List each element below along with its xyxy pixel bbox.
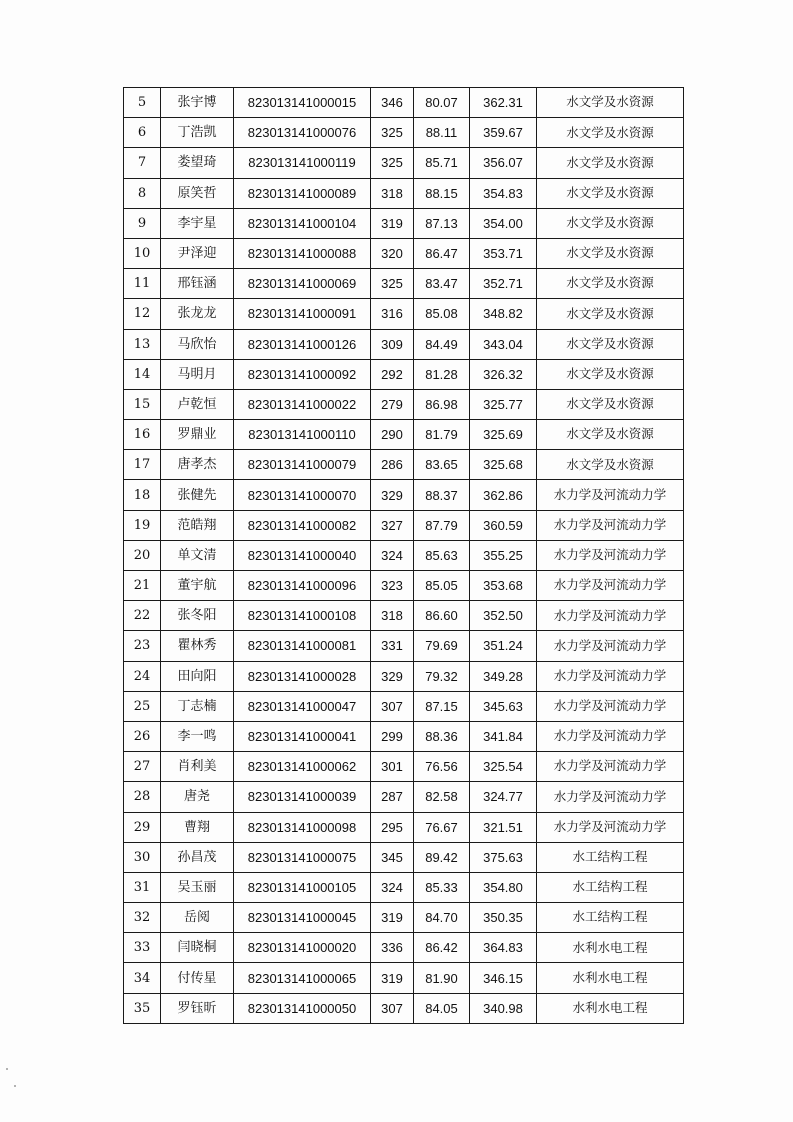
table-row bbox=[124, 238, 684, 268]
exam-number-cell: 823013141000065 bbox=[234, 963, 371, 993]
retest-score-cell: 86.42 bbox=[414, 933, 470, 963]
row-number-cell: 26 bbox=[124, 721, 161, 751]
row-number-cell: 13 bbox=[124, 329, 161, 359]
table-row bbox=[124, 691, 684, 721]
total-score-cell: 350.35 bbox=[470, 903, 537, 933]
table-row bbox=[124, 752, 684, 782]
exam-number-cell: 823013141000096 bbox=[234, 571, 371, 601]
initial-score-cell: 329 bbox=[371, 661, 414, 691]
total-score-cell: 354.00 bbox=[470, 208, 537, 238]
table-row bbox=[124, 480, 684, 510]
candidate-name-cell: 肖利美 bbox=[161, 752, 234, 782]
table-row bbox=[124, 872, 684, 902]
total-score-cell: 359.67 bbox=[470, 118, 537, 148]
initial-score-cell: 325 bbox=[371, 269, 414, 299]
candidate-name-cell: 尹泽迎 bbox=[161, 238, 234, 268]
row-number-cell: 11 bbox=[124, 269, 161, 299]
candidate-name-cell: 单文清 bbox=[161, 540, 234, 570]
candidate-name-cell: 罗钰昕 bbox=[161, 993, 234, 1023]
initial-score-cell: 320 bbox=[371, 238, 414, 268]
total-score-cell: 343.04 bbox=[470, 329, 537, 359]
exam-number-cell: 823013141000050 bbox=[234, 993, 371, 1023]
retest-score-cell: 85.08 bbox=[414, 299, 470, 329]
row-number-cell: 12 bbox=[124, 299, 161, 329]
row-number-cell: 20 bbox=[124, 540, 161, 570]
initial-score-cell: 307 bbox=[371, 691, 414, 721]
major-name-cell: 水文学及水资源 bbox=[537, 178, 684, 208]
exam-number-cell: 823013141000047 bbox=[234, 691, 371, 721]
table-row bbox=[124, 571, 684, 601]
scan-artifact bbox=[6, 1068, 8, 1070]
row-number-cell: 21 bbox=[124, 571, 161, 601]
initial-score-cell: 290 bbox=[371, 420, 414, 450]
candidate-name-cell: 曹翔 bbox=[161, 812, 234, 842]
initial-score-cell: 346 bbox=[371, 88, 414, 118]
row-number-cell: 31 bbox=[124, 872, 161, 902]
row-number-cell: 30 bbox=[124, 842, 161, 872]
exam-number-cell: 823013141000105 bbox=[234, 872, 371, 902]
candidate-name-cell: 马欣怡 bbox=[161, 329, 234, 359]
row-number-cell: 34 bbox=[124, 963, 161, 993]
major-name-cell: 水力学及河流动力学 bbox=[537, 782, 684, 812]
total-score-cell: 348.82 bbox=[470, 299, 537, 329]
total-score-cell: 340.98 bbox=[470, 993, 537, 1023]
initial-score-cell: 309 bbox=[371, 329, 414, 359]
candidate-name-cell: 张宇博 bbox=[161, 88, 234, 118]
retest-score-cell: 86.98 bbox=[414, 389, 470, 419]
table-row bbox=[124, 359, 684, 389]
initial-score-cell: 329 bbox=[371, 480, 414, 510]
row-number-cell: 33 bbox=[124, 933, 161, 963]
table-row bbox=[124, 178, 684, 208]
retest-score-cell: 83.47 bbox=[414, 269, 470, 299]
table-row bbox=[124, 631, 684, 661]
total-score-cell: 375.63 bbox=[470, 842, 537, 872]
retest-score-cell: 76.67 bbox=[414, 812, 470, 842]
total-score-cell: 354.83 bbox=[470, 178, 537, 208]
candidate-name-cell: 瞿林秀 bbox=[161, 631, 234, 661]
row-number-cell: 35 bbox=[124, 993, 161, 1023]
major-name-cell: 水文学及水资源 bbox=[537, 88, 684, 118]
initial-score-cell: 292 bbox=[371, 359, 414, 389]
exam-number-cell: 823013141000079 bbox=[234, 450, 371, 480]
major-name-cell: 水力学及河流动力学 bbox=[537, 631, 684, 661]
initial-score-cell: 324 bbox=[371, 540, 414, 570]
retest-score-cell: 80.07 bbox=[414, 88, 470, 118]
table-row bbox=[124, 329, 684, 359]
major-name-cell: 水文学及水资源 bbox=[537, 420, 684, 450]
candidate-name-cell: 范皓翔 bbox=[161, 510, 234, 540]
exam-number-cell: 823013141000015 bbox=[234, 88, 371, 118]
retest-score-cell: 89.42 bbox=[414, 842, 470, 872]
exam-number-cell: 823013141000039 bbox=[234, 782, 371, 812]
row-number-cell: 32 bbox=[124, 903, 161, 933]
major-name-cell: 水力学及河流动力学 bbox=[537, 812, 684, 842]
table-row bbox=[124, 88, 684, 118]
total-score-cell: 324.77 bbox=[470, 782, 537, 812]
total-score-cell: 360.59 bbox=[470, 510, 537, 540]
exam-number-cell: 823013141000040 bbox=[234, 540, 371, 570]
total-score-cell: 325.68 bbox=[470, 450, 537, 480]
initial-score-cell: 319 bbox=[371, 963, 414, 993]
table-row bbox=[124, 812, 684, 842]
candidate-name-cell: 邢钰涵 bbox=[161, 269, 234, 299]
candidate-name-cell: 张冬阳 bbox=[161, 601, 234, 631]
table-row bbox=[124, 208, 684, 238]
table-row bbox=[124, 993, 684, 1023]
candidate-name-cell: 娄望琦 bbox=[161, 148, 234, 178]
major-name-cell: 水文学及水资源 bbox=[537, 450, 684, 480]
table-row bbox=[124, 269, 684, 299]
candidate-name-cell: 田向阳 bbox=[161, 661, 234, 691]
row-number-cell: 5 bbox=[124, 88, 161, 118]
retest-score-cell: 84.70 bbox=[414, 903, 470, 933]
major-name-cell: 水利水电工程 bbox=[537, 993, 684, 1023]
candidate-name-cell: 孙昌茂 bbox=[161, 842, 234, 872]
total-score-cell: 362.31 bbox=[470, 88, 537, 118]
retest-score-cell: 86.60 bbox=[414, 601, 470, 631]
retest-score-cell: 85.71 bbox=[414, 148, 470, 178]
retest-score-cell: 88.11 bbox=[414, 118, 470, 148]
table-row bbox=[124, 842, 684, 872]
row-number-cell: 22 bbox=[124, 601, 161, 631]
row-number-cell: 25 bbox=[124, 691, 161, 721]
initial-score-cell: 299 bbox=[371, 721, 414, 751]
row-number-cell: 29 bbox=[124, 812, 161, 842]
row-number-cell: 23 bbox=[124, 631, 161, 661]
major-name-cell: 水力学及河流动力学 bbox=[537, 601, 684, 631]
table-row bbox=[124, 148, 684, 178]
exam-number-cell: 823013141000119 bbox=[234, 148, 371, 178]
exam-number-cell: 823013141000076 bbox=[234, 118, 371, 148]
exam-number-cell: 823013141000041 bbox=[234, 721, 371, 751]
table-row bbox=[124, 933, 684, 963]
major-name-cell: 水力学及河流动力学 bbox=[537, 721, 684, 751]
total-score-cell: 325.69 bbox=[470, 420, 537, 450]
row-number-cell: 19 bbox=[124, 510, 161, 540]
exam-number-cell: 823013141000126 bbox=[234, 329, 371, 359]
exam-number-cell: 823013141000081 bbox=[234, 631, 371, 661]
retest-score-cell: 88.36 bbox=[414, 721, 470, 751]
scan-artifact bbox=[14, 1085, 16, 1087]
total-score-cell: 352.71 bbox=[470, 269, 537, 299]
retest-score-cell: 87.13 bbox=[414, 208, 470, 238]
total-score-cell: 364.83 bbox=[470, 933, 537, 963]
row-number-cell: 8 bbox=[124, 178, 161, 208]
major-name-cell: 水力学及河流动力学 bbox=[537, 480, 684, 510]
initial-score-cell: 318 bbox=[371, 601, 414, 631]
total-score-cell: 351.24 bbox=[470, 631, 537, 661]
table-row bbox=[124, 118, 684, 148]
total-score-cell: 325.54 bbox=[470, 752, 537, 782]
major-name-cell: 水文学及水资源 bbox=[537, 359, 684, 389]
major-name-cell: 水力学及河流动力学 bbox=[537, 661, 684, 691]
exam-number-cell: 823013141000082 bbox=[234, 510, 371, 540]
candidate-name-cell: 张健先 bbox=[161, 480, 234, 510]
initial-score-cell: 307 bbox=[371, 993, 414, 1023]
initial-score-cell: 327 bbox=[371, 510, 414, 540]
major-name-cell: 水力学及河流动力学 bbox=[537, 752, 684, 782]
candidate-name-cell: 原笑哲 bbox=[161, 178, 234, 208]
retest-score-cell: 82.58 bbox=[414, 782, 470, 812]
exam-number-cell: 823013141000092 bbox=[234, 359, 371, 389]
exam-number-cell: 823013141000098 bbox=[234, 812, 371, 842]
candidate-name-cell: 罗鼎业 bbox=[161, 420, 234, 450]
exam-number-cell: 823013141000069 bbox=[234, 269, 371, 299]
table-body bbox=[124, 88, 684, 1024]
initial-score-cell: 325 bbox=[371, 148, 414, 178]
table-row bbox=[124, 661, 684, 691]
major-name-cell: 水文学及水资源 bbox=[537, 118, 684, 148]
initial-score-cell: 301 bbox=[371, 752, 414, 782]
major-name-cell: 水文学及水资源 bbox=[537, 389, 684, 419]
initial-score-cell: 325 bbox=[371, 118, 414, 148]
row-number-cell: 15 bbox=[124, 389, 161, 419]
initial-score-cell: 295 bbox=[371, 812, 414, 842]
retest-score-cell: 87.15 bbox=[414, 691, 470, 721]
table-row bbox=[124, 601, 684, 631]
retest-score-cell: 81.90 bbox=[414, 963, 470, 993]
initial-score-cell: 345 bbox=[371, 842, 414, 872]
total-score-cell: 349.28 bbox=[470, 661, 537, 691]
candidate-name-cell: 付传星 bbox=[161, 963, 234, 993]
exam-number-cell: 823013141000088 bbox=[234, 238, 371, 268]
candidate-name-cell: 丁浩凯 bbox=[161, 118, 234, 148]
major-name-cell: 水力学及河流动力学 bbox=[537, 571, 684, 601]
total-score-cell: 341.84 bbox=[470, 721, 537, 751]
table-row bbox=[124, 782, 684, 812]
candidate-name-cell: 董宇航 bbox=[161, 571, 234, 601]
major-name-cell: 水利水电工程 bbox=[537, 933, 684, 963]
exam-number-cell: 823013141000104 bbox=[234, 208, 371, 238]
total-score-cell: 325.77 bbox=[470, 389, 537, 419]
initial-score-cell: 279 bbox=[371, 389, 414, 419]
retest-score-cell: 86.47 bbox=[414, 238, 470, 268]
initial-score-cell: 286 bbox=[371, 450, 414, 480]
major-name-cell: 水工结构工程 bbox=[537, 842, 684, 872]
total-score-cell: 346.15 bbox=[470, 963, 537, 993]
initial-score-cell: 318 bbox=[371, 178, 414, 208]
retest-score-cell: 85.33 bbox=[414, 872, 470, 902]
initial-score-cell: 331 bbox=[371, 631, 414, 661]
table-row bbox=[124, 389, 684, 419]
major-name-cell: 水力学及河流动力学 bbox=[537, 691, 684, 721]
retest-score-cell: 85.63 bbox=[414, 540, 470, 570]
initial-score-cell: 316 bbox=[371, 299, 414, 329]
exam-number-cell: 823013141000022 bbox=[234, 389, 371, 419]
retest-score-cell: 83.65 bbox=[414, 450, 470, 480]
retest-score-cell: 79.32 bbox=[414, 661, 470, 691]
row-number-cell: 6 bbox=[124, 118, 161, 148]
major-name-cell: 水工结构工程 bbox=[537, 903, 684, 933]
total-score-cell: 355.25 bbox=[470, 540, 537, 570]
initial-score-cell: 319 bbox=[371, 903, 414, 933]
exam-number-cell: 823013141000062 bbox=[234, 752, 371, 782]
candidate-name-cell: 张龙龙 bbox=[161, 299, 234, 329]
major-name-cell: 水文学及水资源 bbox=[537, 329, 684, 359]
table-row bbox=[124, 903, 684, 933]
initial-score-cell: 324 bbox=[371, 872, 414, 902]
retest-score-cell: 76.56 bbox=[414, 752, 470, 782]
table-row bbox=[124, 420, 684, 450]
total-score-cell: 362.86 bbox=[470, 480, 537, 510]
row-number-cell: 17 bbox=[124, 450, 161, 480]
row-number-cell: 18 bbox=[124, 480, 161, 510]
row-number-cell: 24 bbox=[124, 661, 161, 691]
initial-score-cell: 336 bbox=[371, 933, 414, 963]
table-row bbox=[124, 963, 684, 993]
major-name-cell: 水力学及河流动力学 bbox=[537, 540, 684, 570]
total-score-cell: 352.50 bbox=[470, 601, 537, 631]
row-number-cell: 9 bbox=[124, 208, 161, 238]
row-number-cell: 10 bbox=[124, 238, 161, 268]
exam-number-cell: 823013141000045 bbox=[234, 903, 371, 933]
total-score-cell: 345.63 bbox=[470, 691, 537, 721]
major-name-cell: 水工结构工程 bbox=[537, 872, 684, 902]
retest-score-cell: 85.05 bbox=[414, 571, 470, 601]
major-name-cell: 水文学及水资源 bbox=[537, 148, 684, 178]
exam-number-cell: 823013141000020 bbox=[234, 933, 371, 963]
initial-score-cell: 319 bbox=[371, 208, 414, 238]
candidate-name-cell: 丁志楠 bbox=[161, 691, 234, 721]
retest-score-cell: 88.15 bbox=[414, 178, 470, 208]
retest-score-cell: 84.05 bbox=[414, 993, 470, 1023]
exam-number-cell: 823013141000091 bbox=[234, 299, 371, 329]
total-score-cell: 356.07 bbox=[470, 148, 537, 178]
exam-number-cell: 823013141000070 bbox=[234, 480, 371, 510]
row-number-cell: 28 bbox=[124, 782, 161, 812]
major-name-cell: 水文学及水资源 bbox=[537, 208, 684, 238]
candidate-name-cell: 唐孝杰 bbox=[161, 450, 234, 480]
major-name-cell: 水利水电工程 bbox=[537, 963, 684, 993]
total-score-cell: 353.68 bbox=[470, 571, 537, 601]
exam-number-cell: 823013141000075 bbox=[234, 842, 371, 872]
table-row bbox=[124, 450, 684, 480]
candidate-name-cell: 李宇星 bbox=[161, 208, 234, 238]
retest-score-cell: 84.49 bbox=[414, 329, 470, 359]
major-name-cell: 水文学及水资源 bbox=[537, 299, 684, 329]
total-score-cell: 354.80 bbox=[470, 872, 537, 902]
initial-score-cell: 323 bbox=[371, 571, 414, 601]
exam-number-cell: 823013141000110 bbox=[234, 420, 371, 450]
retest-score-cell: 88.37 bbox=[414, 480, 470, 510]
candidate-name-cell: 吴玉丽 bbox=[161, 872, 234, 902]
exam-number-cell: 823013141000028 bbox=[234, 661, 371, 691]
table-row bbox=[124, 299, 684, 329]
major-name-cell: 水文学及水资源 bbox=[537, 238, 684, 268]
candidate-name-cell: 唐尧 bbox=[161, 782, 234, 812]
row-number-cell: 7 bbox=[124, 148, 161, 178]
table-row bbox=[124, 510, 684, 540]
initial-score-cell: 287 bbox=[371, 782, 414, 812]
row-number-cell: 16 bbox=[124, 420, 161, 450]
admission-score-table bbox=[123, 87, 684, 1024]
candidate-name-cell: 岳阅 bbox=[161, 903, 234, 933]
total-score-cell: 321.51 bbox=[470, 812, 537, 842]
candidate-name-cell: 闫晓桐 bbox=[161, 933, 234, 963]
table-row bbox=[124, 540, 684, 570]
candidate-name-cell: 卢乾恒 bbox=[161, 389, 234, 419]
exam-number-cell: 823013141000108 bbox=[234, 601, 371, 631]
row-number-cell: 27 bbox=[124, 752, 161, 782]
retest-score-cell: 87.79 bbox=[414, 510, 470, 540]
table-row bbox=[124, 721, 684, 751]
major-name-cell: 水力学及河流动力学 bbox=[537, 510, 684, 540]
retest-score-cell: 81.28 bbox=[414, 359, 470, 389]
retest-score-cell: 81.79 bbox=[414, 420, 470, 450]
total-score-cell: 353.71 bbox=[470, 238, 537, 268]
retest-score-cell: 79.69 bbox=[414, 631, 470, 661]
total-score-cell: 326.32 bbox=[470, 359, 537, 389]
exam-number-cell: 823013141000089 bbox=[234, 178, 371, 208]
major-name-cell: 水文学及水资源 bbox=[537, 269, 684, 299]
row-number-cell: 14 bbox=[124, 359, 161, 389]
candidate-name-cell: 李一鸣 bbox=[161, 721, 234, 751]
candidate-name-cell: 马明月 bbox=[161, 359, 234, 389]
